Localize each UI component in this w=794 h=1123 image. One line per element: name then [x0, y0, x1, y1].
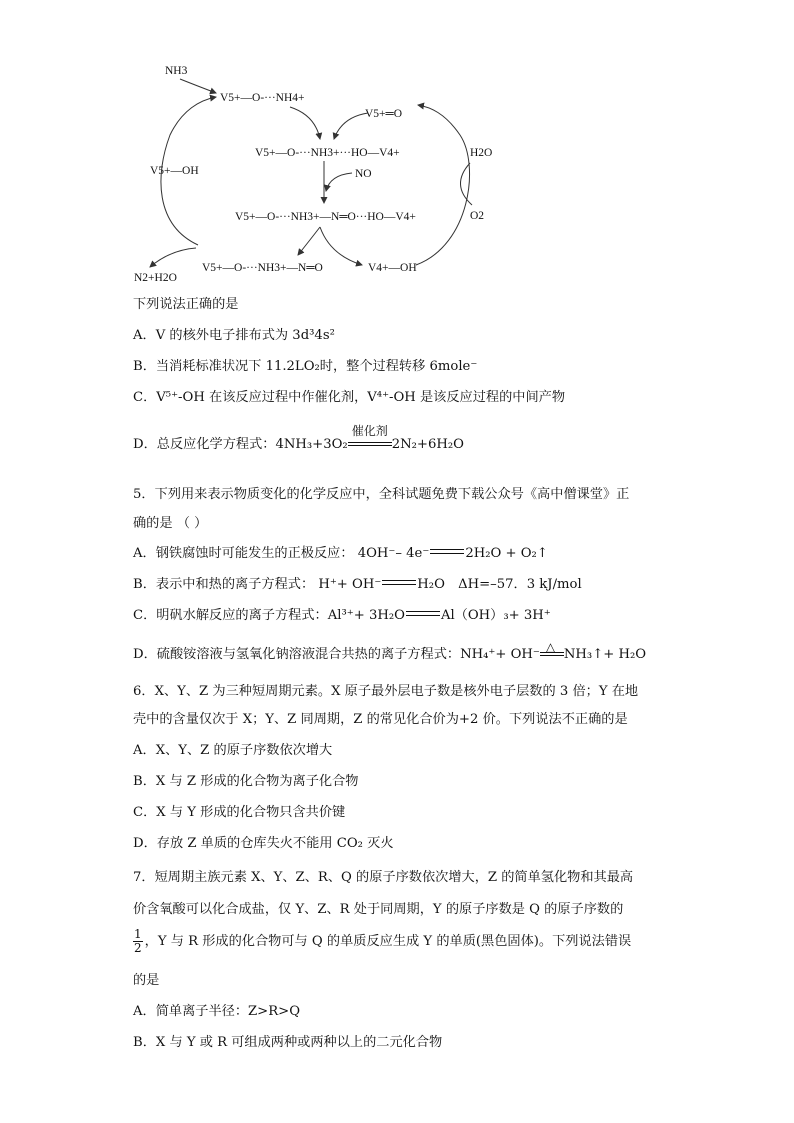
nh3-arrow — [180, 79, 216, 93]
q4-option-d — [133, 424, 464, 454]
q4-option-b: B．当消耗标准状况下 11.2LO₂时，整个过程转移 6mole⁻ — [133, 359, 478, 374]
h2o-right-label: H2O — [470, 147, 493, 159]
q5-stem-line2: 确的是 （ ） — [133, 516, 208, 531]
q5-d-suffix: NH₃↑+ H₂O — [563, 647, 647, 662]
q5-stem-line1: 5．下列用来表示物质变化的化学反应中，全科试题免费下载公众号《高中僧课堂》正 — [133, 487, 630, 502]
q5-option-b — [133, 576, 582, 594]
q6-option-c: C．X 与 Y 形成的化合物只含共价键 — [133, 805, 346, 820]
q6-option-d: D．存放 Z 单质的仓库失火不能用 CO₂ 灭火 — [133, 836, 394, 851]
q5-a-prefix: A．钢铁腐蚀时可能发生的正极反应： 4OH⁻– 4e⁻ — [133, 546, 430, 561]
top-complex-label: V5+—O-···NH4+ — [220, 92, 305, 104]
o2-h2o-curve — [460, 163, 472, 205]
q7-option-a: A．简单离子半径：Z>R>Q — [133, 1004, 301, 1019]
catalyst-equals-sign — [348, 424, 392, 450]
q4-d-suffix: 2N₂+6H₂O — [391, 437, 464, 452]
fraction-denominator: 2 — [134, 941, 142, 955]
q7-stem-line4: 的是 — [133, 973, 160, 988]
q5-a-suffix: 2H₂O + O₂↑ — [465, 546, 548, 561]
q5-option-d — [133, 640, 647, 664]
reaction-mechanism-diagram — [120, 55, 520, 287]
q4-option-a: A．V 的核外电子排布式为 3d³4s² — [133, 328, 335, 343]
v4-oh-label: V4+—OH — [368, 262, 417, 274]
lower-complex-label: V5+—O-···NH3+—N═O···HO—V4+ — [235, 211, 416, 223]
q4-option-c: C．V⁵⁺-OH 在该反应过程中作催化剂，V⁴⁺-OH 是该反应过程的中间产物 — [133, 390, 566, 405]
q5-option-c — [133, 607, 551, 625]
right-cycle-arrow — [416, 105, 470, 265]
q4-stem: 下列说法正确的是 — [133, 297, 239, 312]
q4-d-prefix: D．总反应化学方程式：4NH₃+3O₂ — [133, 437, 348, 452]
q5-b-prefix: B．表示中和热的离子方程式： H⁺+ OH⁻ — [133, 577, 382, 592]
q6-option-b: B．X 与 Z 形成的化合物为离子化合物 — [133, 774, 359, 789]
o2-label: O2 — [470, 210, 485, 222]
q6-stem-line1: 6．X、Y、Z 为三种短周期元素。X 原子最外层电子数是核外电子层数的 3 倍；Y 在地 — [133, 684, 639, 699]
q7-option-b: B．X 与 Y 或 R 可组成两种或两种以上的二元化合物 — [133, 1035, 443, 1050]
v5-oxo-label: V5+═O — [365, 108, 402, 120]
q5-c-prefix: C．明矾水解反应的离子方程式：Al³⁺+ 3H₂O — [133, 608, 405, 623]
no-arrow — [326, 173, 352, 191]
lower-to-v4-arrow — [320, 227, 362, 265]
one-half-fraction — [133, 928, 143, 955]
fraction-numerator: 1 — [134, 927, 142, 941]
nh3-label: NH3 — [165, 65, 188, 77]
q5-option-a — [133, 545, 548, 563]
no-label: NO — [355, 168, 372, 180]
q7-stem-line3 — [133, 928, 631, 955]
top-to-mid-arrow — [290, 107, 320, 139]
q6-option-a: A．X、Y、Z 的原子序数依次增大 — [133, 743, 333, 758]
heat-equals-sign — [540, 640, 564, 660]
lower-to-bottom-arrow — [298, 227, 320, 255]
v5-oh-label: V5+—OH — [150, 165, 199, 177]
q6-stem-line2: 壳中的含量仅次于 X；Y、Z 同周期，Z 的常见化合价为+2 价。下列说法不正确的是 — [133, 712, 628, 727]
q5-c-suffix: Al（OH）₃+ 3H⁺ — [440, 608, 551, 623]
q7-stem-line2: 价含氧酸可以化合成盐，仅 Y、Z、R 处于同周期，Y 的原子序数是 Q 的原子序数的 — [133, 902, 624, 917]
q7-stem-line3-text: ，Y 与 R 形成的化合物可与 Q 的单质反应生成 Y 的单质(黑色固体)。下列说法错误 — [144, 934, 632, 949]
bottom-to-n2-arrow — [150, 248, 196, 267]
catalyst-condition: 催化剂 — [351, 424, 388, 438]
bottom-complex-label: V5+—O-···NH3+—N═O — [202, 262, 323, 274]
mid-complex-label: V5+—O-···NH3+···HO—V4+ — [255, 147, 400, 159]
v5oxo-to-mid-arrow — [334, 113, 368, 139]
q5-b-suffix: H₂O ΔH=–57．3 kJ/mol — [417, 577, 582, 592]
heat-condition: △ — [545, 640, 556, 654]
n2-h2o-label: N2+H2O — [134, 272, 177, 284]
q5-d-prefix: D．硫酸铵溶液与氢氧化钠溶液混合共热的离子方程式：NH₄⁺+ OH⁻ — [133, 647, 540, 662]
q7-stem-line1: 7．短周期主族元素 X、Y、Z、R、Q 的原子序数依次增大，Z 的简单氢化物和其最高 — [133, 870, 634, 885]
